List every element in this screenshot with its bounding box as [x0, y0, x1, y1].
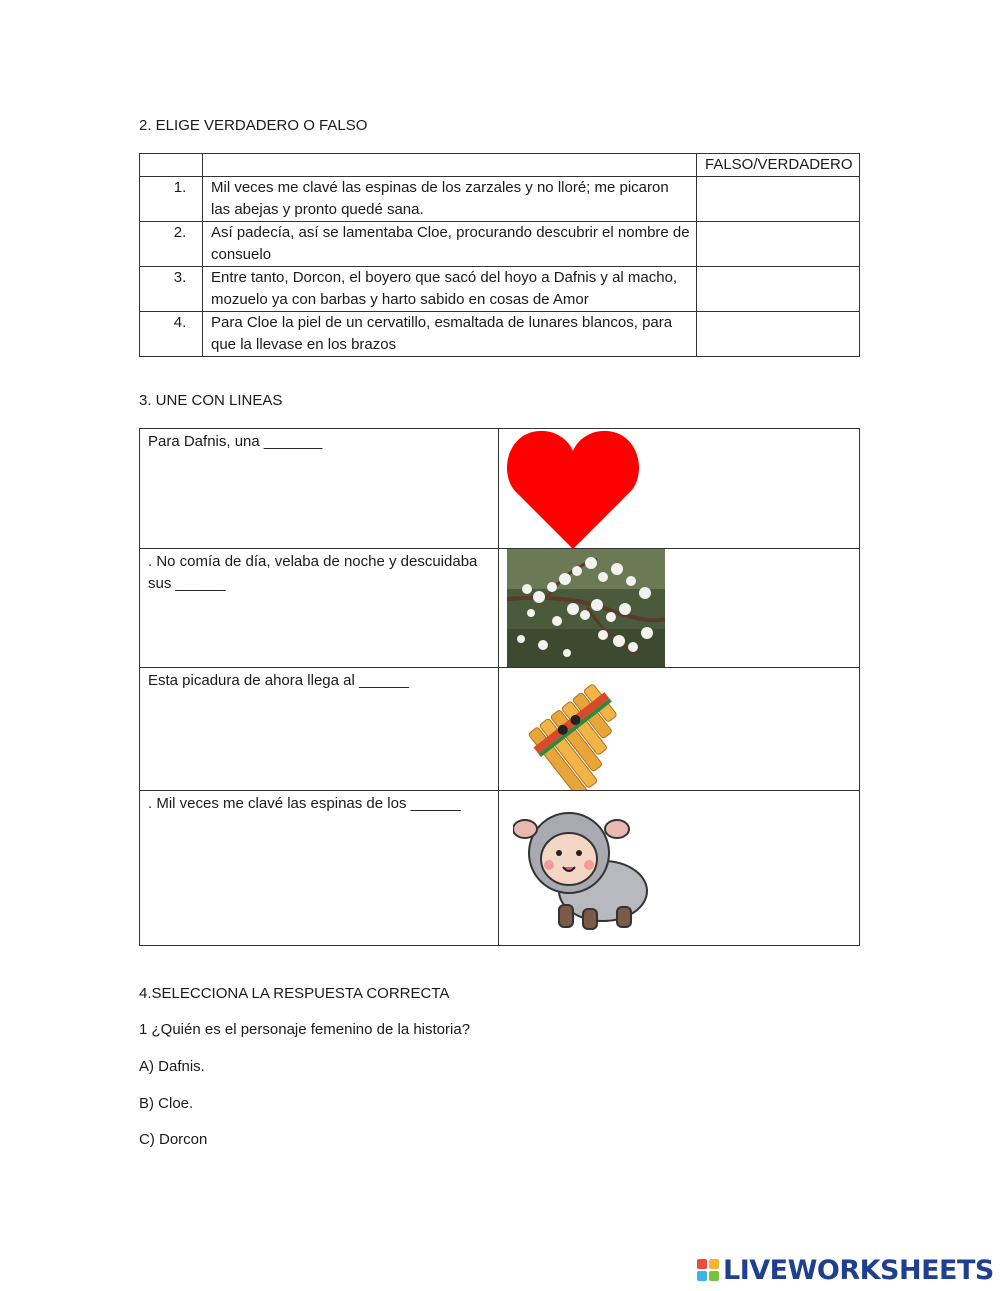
option-b[interactable]: B) Cloe.: [139, 1095, 194, 1112]
match-image-cell[interactable]: [499, 549, 860, 668]
answer-cell[interactable]: [697, 267, 860, 312]
question-text: 1 ¿Quién es el personaje femenino de la historia?: [139, 1021, 471, 1038]
match-row: [140, 549, 860, 668]
logo-block: [709, 1259, 719, 1269]
logo-text: LIVEWORKSHEETS: [723, 1254, 994, 1286]
table-row: [140, 222, 860, 267]
header-empty-cell: [140, 154, 203, 177]
falso-verdadero-header: FALSO/VERDADERO: [697, 154, 860, 177]
match-phrase[interactable]: . No comía de día, velaba de noche y descuidaba sus ______: [140, 549, 499, 668]
statement-text: Mil veces me clavé las espinas de los zarzales y no lloré; me picaron las abejas y pronto quedé sana.: [203, 177, 697, 222]
match-lines-table: [139, 428, 860, 946]
row-number: 1.: [140, 177, 203, 222]
logo-blocks-icon: [697, 1259, 719, 1281]
row-number: 3.: [140, 267, 203, 312]
match-image-cell[interactable]: [499, 429, 860, 549]
section3-heading: 3. UNE CON LINEAS: [139, 392, 283, 409]
table-row: [140, 267, 860, 312]
section2-heading: 2. ELIGE VERDADERO O FALSO: [139, 117, 368, 134]
match-row: [140, 668, 860, 791]
true-false-table: [139, 153, 860, 357]
logo-block: [697, 1259, 707, 1269]
match-phrase[interactable]: Esta picadura de ahora llega al ______: [140, 668, 499, 791]
match-image-cell[interactable]: [499, 668, 860, 791]
row-number: 4.: [140, 312, 203, 357]
answer-input[interactable]: [697, 222, 859, 246]
answer-cell[interactable]: [697, 312, 860, 357]
table-row: [140, 312, 860, 357]
header-empty-cell: [203, 154, 697, 177]
match-image-cell[interactable]: [499, 791, 860, 946]
section4-heading: 4.SELECCIONA LA RESPUESTA CORRECTA: [139, 985, 450, 1002]
answer-input[interactable]: [697, 267, 859, 291]
match-row: [140, 429, 860, 549]
pan-flute-icon[interactable]: [507, 670, 657, 790]
statement-text: Entre tanto, Dorcon, el boyero que sacó del hoyo a Dafnis y al macho, mozuelo ya con barbas y harto sabido en cosas de Amor: [203, 267, 697, 312]
option-a[interactable]: A) Dafnis.: [139, 1058, 205, 1075]
row-number: 2.: [140, 222, 203, 267]
statement-text: Así padecía, así se lamentaba Cloe, procurando descubrir el nombre de consuelo: [203, 222, 697, 267]
answer-input[interactable]: [697, 312, 859, 336]
logo-block: [697, 1271, 707, 1281]
statement-text: Para Cloe la piel de un cervatillo, esmaltada de lunares blancos, para que la llevase en los brazos: [203, 312, 697, 357]
answer-input[interactable]: [697, 177, 859, 201]
answer-cell[interactable]: [697, 177, 860, 222]
table-header-row: [140, 154, 860, 177]
liveworksheets-logo[interactable]: [697, 1254, 994, 1286]
match-row: [140, 791, 860, 946]
match-phrase[interactable]: Para Dafnis, una _______: [140, 429, 499, 549]
option-c[interactable]: C) Dorcon: [139, 1131, 208, 1148]
sheep-icon[interactable]: [513, 803, 653, 933]
heart-icon[interactable]: [507, 429, 639, 551]
match-phrase[interactable]: . Mil veces me clavé las espinas de los ______: [140, 791, 499, 946]
blossom-branch-icon[interactable]: [507, 549, 665, 667]
table-row: [140, 177, 860, 222]
logo-block: [709, 1271, 719, 1281]
answer-cell[interactable]: [697, 222, 860, 267]
